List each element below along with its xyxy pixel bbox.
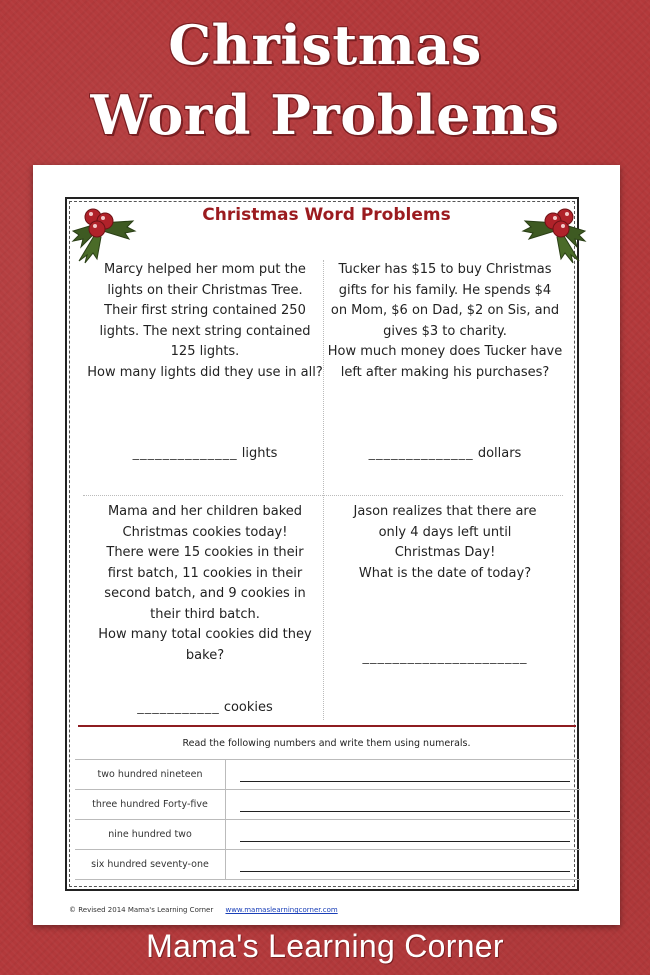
table-row: [75, 820, 580, 850]
number-words: six hundred seventy-one: [75, 850, 226, 880]
website-link[interactable]: www.mamaslearningcorner.com: [225, 906, 338, 914]
problem-line: left after making his purchases?: [340, 364, 550, 380]
table-row: [75, 790, 580, 820]
problem-line: their third batch.: [150, 606, 260, 622]
number-words: two hundred nineteen: [75, 760, 226, 790]
problem-line: lights. The next string contained: [99, 323, 311, 339]
answer-line-1[interactable]: ______________ lights: [132, 446, 278, 461]
problem-line: Tucker has $15 to buy Christmas: [338, 262, 552, 277]
problem-line: bake?: [185, 647, 225, 663]
answer-unit: dollars: [477, 446, 522, 461]
problem-line: gifts for his family. He spends $4: [338, 282, 552, 298]
worksheet-page: [33, 165, 620, 925]
word-problem-2: [325, 260, 565, 383]
problem-line: Their first string contained 250: [104, 303, 306, 318]
problem-line: There were 15 cookies in their: [106, 545, 304, 560]
answer-line-3[interactable]: ___________ cookies: [137, 700, 273, 715]
problem-line: gives $3 to charity.: [383, 323, 507, 339]
problem-line: Marcy helped her mom put the: [104, 262, 306, 277]
numeral-answer-field[interactable]: [226, 760, 581, 790]
section-divider: [78, 725, 576, 727]
problem-line: Jason realizes that there are: [353, 504, 537, 519]
answer-unit: cookies: [223, 700, 273, 715]
word-problem-3: [85, 502, 325, 666]
table-row: [75, 760, 580, 790]
problem-line: How much money does Tucker have: [327, 344, 563, 359]
numeral-answer-field[interactable]: [226, 790, 581, 820]
problem-line: only 4 days left until: [378, 524, 512, 540]
word-problem-4: [325, 502, 565, 584]
worksheet-title: Christmas Word Problems: [202, 205, 451, 225]
problem-line: 125 lights.: [170, 344, 240, 359]
numeral-answer-field[interactable]: [226, 820, 581, 850]
answer-unit: lights: [241, 446, 278, 461]
problem-line: Christmas Day!: [394, 545, 496, 560]
problem-line: What is the date of today?: [358, 565, 532, 581]
banner-title-line1: Christmas: [168, 13, 482, 77]
numeral-answer-field[interactable]: [226, 850, 581, 880]
word-problem-1: [85, 260, 325, 383]
table-row: [75, 850, 580, 880]
problem-line: How many lights did they use in all?: [87, 364, 323, 380]
problem-line: Christmas cookies today!: [122, 524, 288, 540]
brand-name: Mama's Learning Corner: [146, 928, 504, 964]
problem-line: on Mom, $6 on Dad, $2 on Sis, and: [330, 303, 560, 318]
number-words: three hundred Forty-five: [75, 790, 226, 820]
numerals-table: [75, 759, 580, 880]
problem-line: second batch, and 9 cookies in: [104, 586, 306, 601]
answer-line-4[interactable]: ______________________: [362, 650, 528, 665]
numerals-instructions: Read the following numbers and write them using numerals.: [182, 738, 471, 749]
copyright-text: © Revised 2014 Mama's Learning Corner: [69, 906, 214, 914]
problem-line: lights on their Christmas Tree.: [107, 282, 303, 298]
problem-line: How many total cookies did they: [98, 627, 312, 642]
answer-line-2[interactable]: ______________ dollars: [368, 446, 522, 461]
problem-line: first batch, 11 cookies in their: [107, 565, 303, 581]
problem-line: Mama and her children baked: [107, 504, 303, 519]
banner-title-line2: Word Problems: [90, 83, 560, 147]
number-words: nine hundred two: [75, 820, 226, 850]
worksheet-footer: [69, 906, 338, 914]
grid-divider-horizontal: [83, 495, 563, 496]
